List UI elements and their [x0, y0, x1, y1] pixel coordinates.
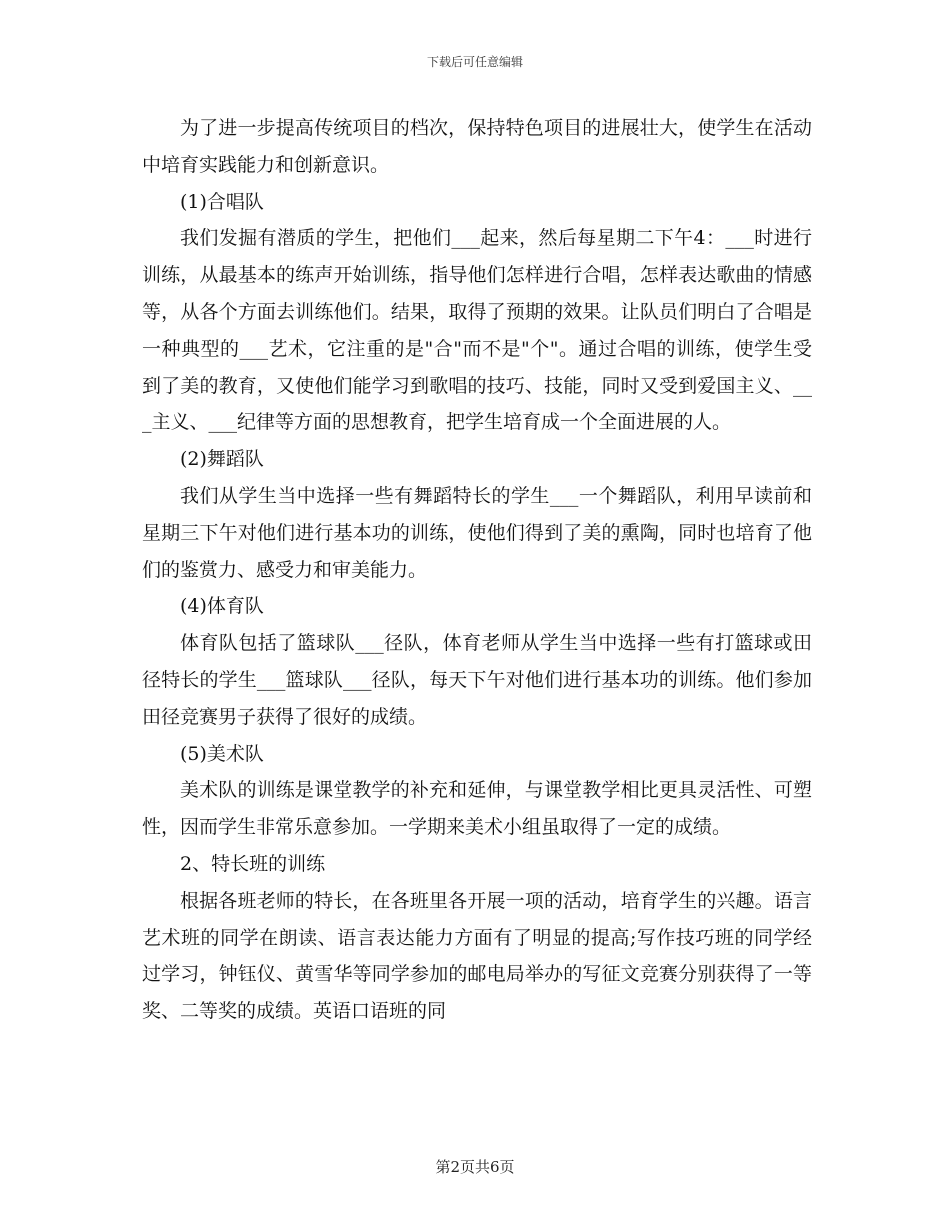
- art-paragraph: 美术队的训练是课堂教学的补充和延伸，与课堂教学相比更具灵活性、可塑性，因而学生非常乐意参加。一学期来美术小组虽取得了一定的成绩。: [142, 779, 812, 839]
- sports-heading: (4)体育队: [180, 595, 264, 618]
- special-class-paragraph: 根据各班老师的特长，在各班里各开展一项的活动，培育学生的兴趣。语言艺术班的同学在朗读、语言表达能力方面有了明显的提高;写作技巧班的同学经过学习，钟钰仪、黄雪华等同学参加的邮电局举办的写征文竞赛分别获得了一等奖、二等奖的成绩。英语口语班的同: [142, 889, 812, 1023]
- art-heading: (5)美术队: [180, 742, 264, 765]
- choir-heading: (1)合唱队: [180, 190, 264, 213]
- choir-paragraph: 我们发掘有潜质的学生，把他们___起来，然后每星期二下午4：___时进行训练，从最基本的练声开始训练，指导他们怎样进行合唱，怎样表达歌曲的情感等，从各个方面去训练他们。结果，取得了预期的效果。让队员们明白了合唱是一种典型的___艺术，它注重的是"合"而不是"个"。通过合唱的训练，使学生受到了美的教育，又使他们能学习到歌唱的技巧、技能，同时又受到爱国主义、___主义、___纪律等方面的思想教育，把学生培育成一个全面进展的人。: [142, 227, 812, 434]
- document-body: [142, 110, 812, 1030]
- dance-paragraph: 我们从学生当中选择一些有舞蹈特长的学生___一个舞蹈队，利用早读前和星期三下午对他们进行基本功的训练，使他们得到了美的熏陶，同时也培育了他们的鉴赏力、感受力和审美能力。: [142, 484, 812, 581]
- page-number: 第2页共6页: [435, 1158, 515, 1176]
- special-class-heading: 2、特长班的训练: [180, 852, 326, 875]
- page-header-note: 下载后可任意编辑: [426, 55, 523, 69]
- sports-paragraph: 体育队包括了篮球队___径队，体育老师从学生当中选择一些有打篮球或田径特长的学生___篮球队___径队，每天下午对他们进行基本功的训练。他们参加田径竞赛男子获得了很好的成绩。: [142, 632, 812, 728]
- dance-heading: (2)舞蹈队: [180, 448, 264, 471]
- intro-paragraph: 为了进一步提高传统项目的档次，保持特色项目的进展壮大，使学生在活动中培育实践能力和创新意识。: [142, 117, 812, 176]
